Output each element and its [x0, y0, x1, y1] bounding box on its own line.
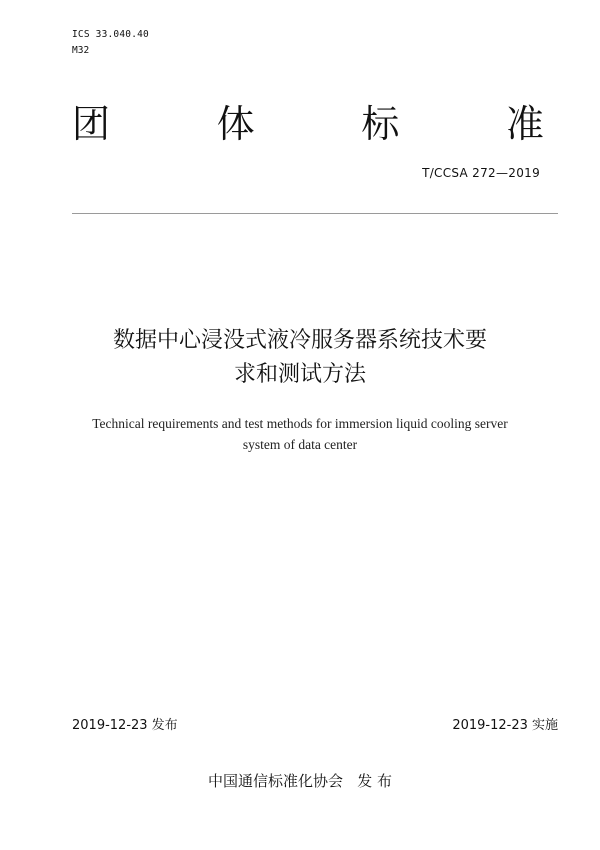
english-title-line-1: Technical requirements and test methods for immersion liquid cooling server — [92, 416, 508, 431]
header-divider — [72, 213, 558, 214]
standard-type-char: 团 — [72, 102, 111, 146]
standard-type-char: 体 — [216, 102, 255, 146]
issuing-organization: 中国通信标准化协会 发 布 — [207, 772, 393, 790]
english-title-line-2: system of data center — [242, 437, 358, 452]
ics-code: ICS 33.040.40 — [72, 29, 149, 40]
standard-number: T/CCSA 272—2019 — [422, 166, 540, 180]
standard-type-char: 准 — [505, 102, 544, 146]
issue-date: 2019-12-23 发布 — [72, 718, 178, 733]
ccs-code: M32 — [72, 45, 90, 56]
chinese-title-line-1: 数据中心浸没式液冷服务器系统技术要 — [112, 328, 487, 353]
chinese-title-line-2: 求和测试方法 — [233, 362, 366, 387]
standard-type-heading — [72, 100, 544, 148]
chinese-title — [0, 324, 600, 392]
standard-type-char: 标 — [361, 102, 400, 146]
english-title — [0, 413, 600, 455]
implementation-date: 2019-12-23 实施 — [452, 718, 558, 733]
